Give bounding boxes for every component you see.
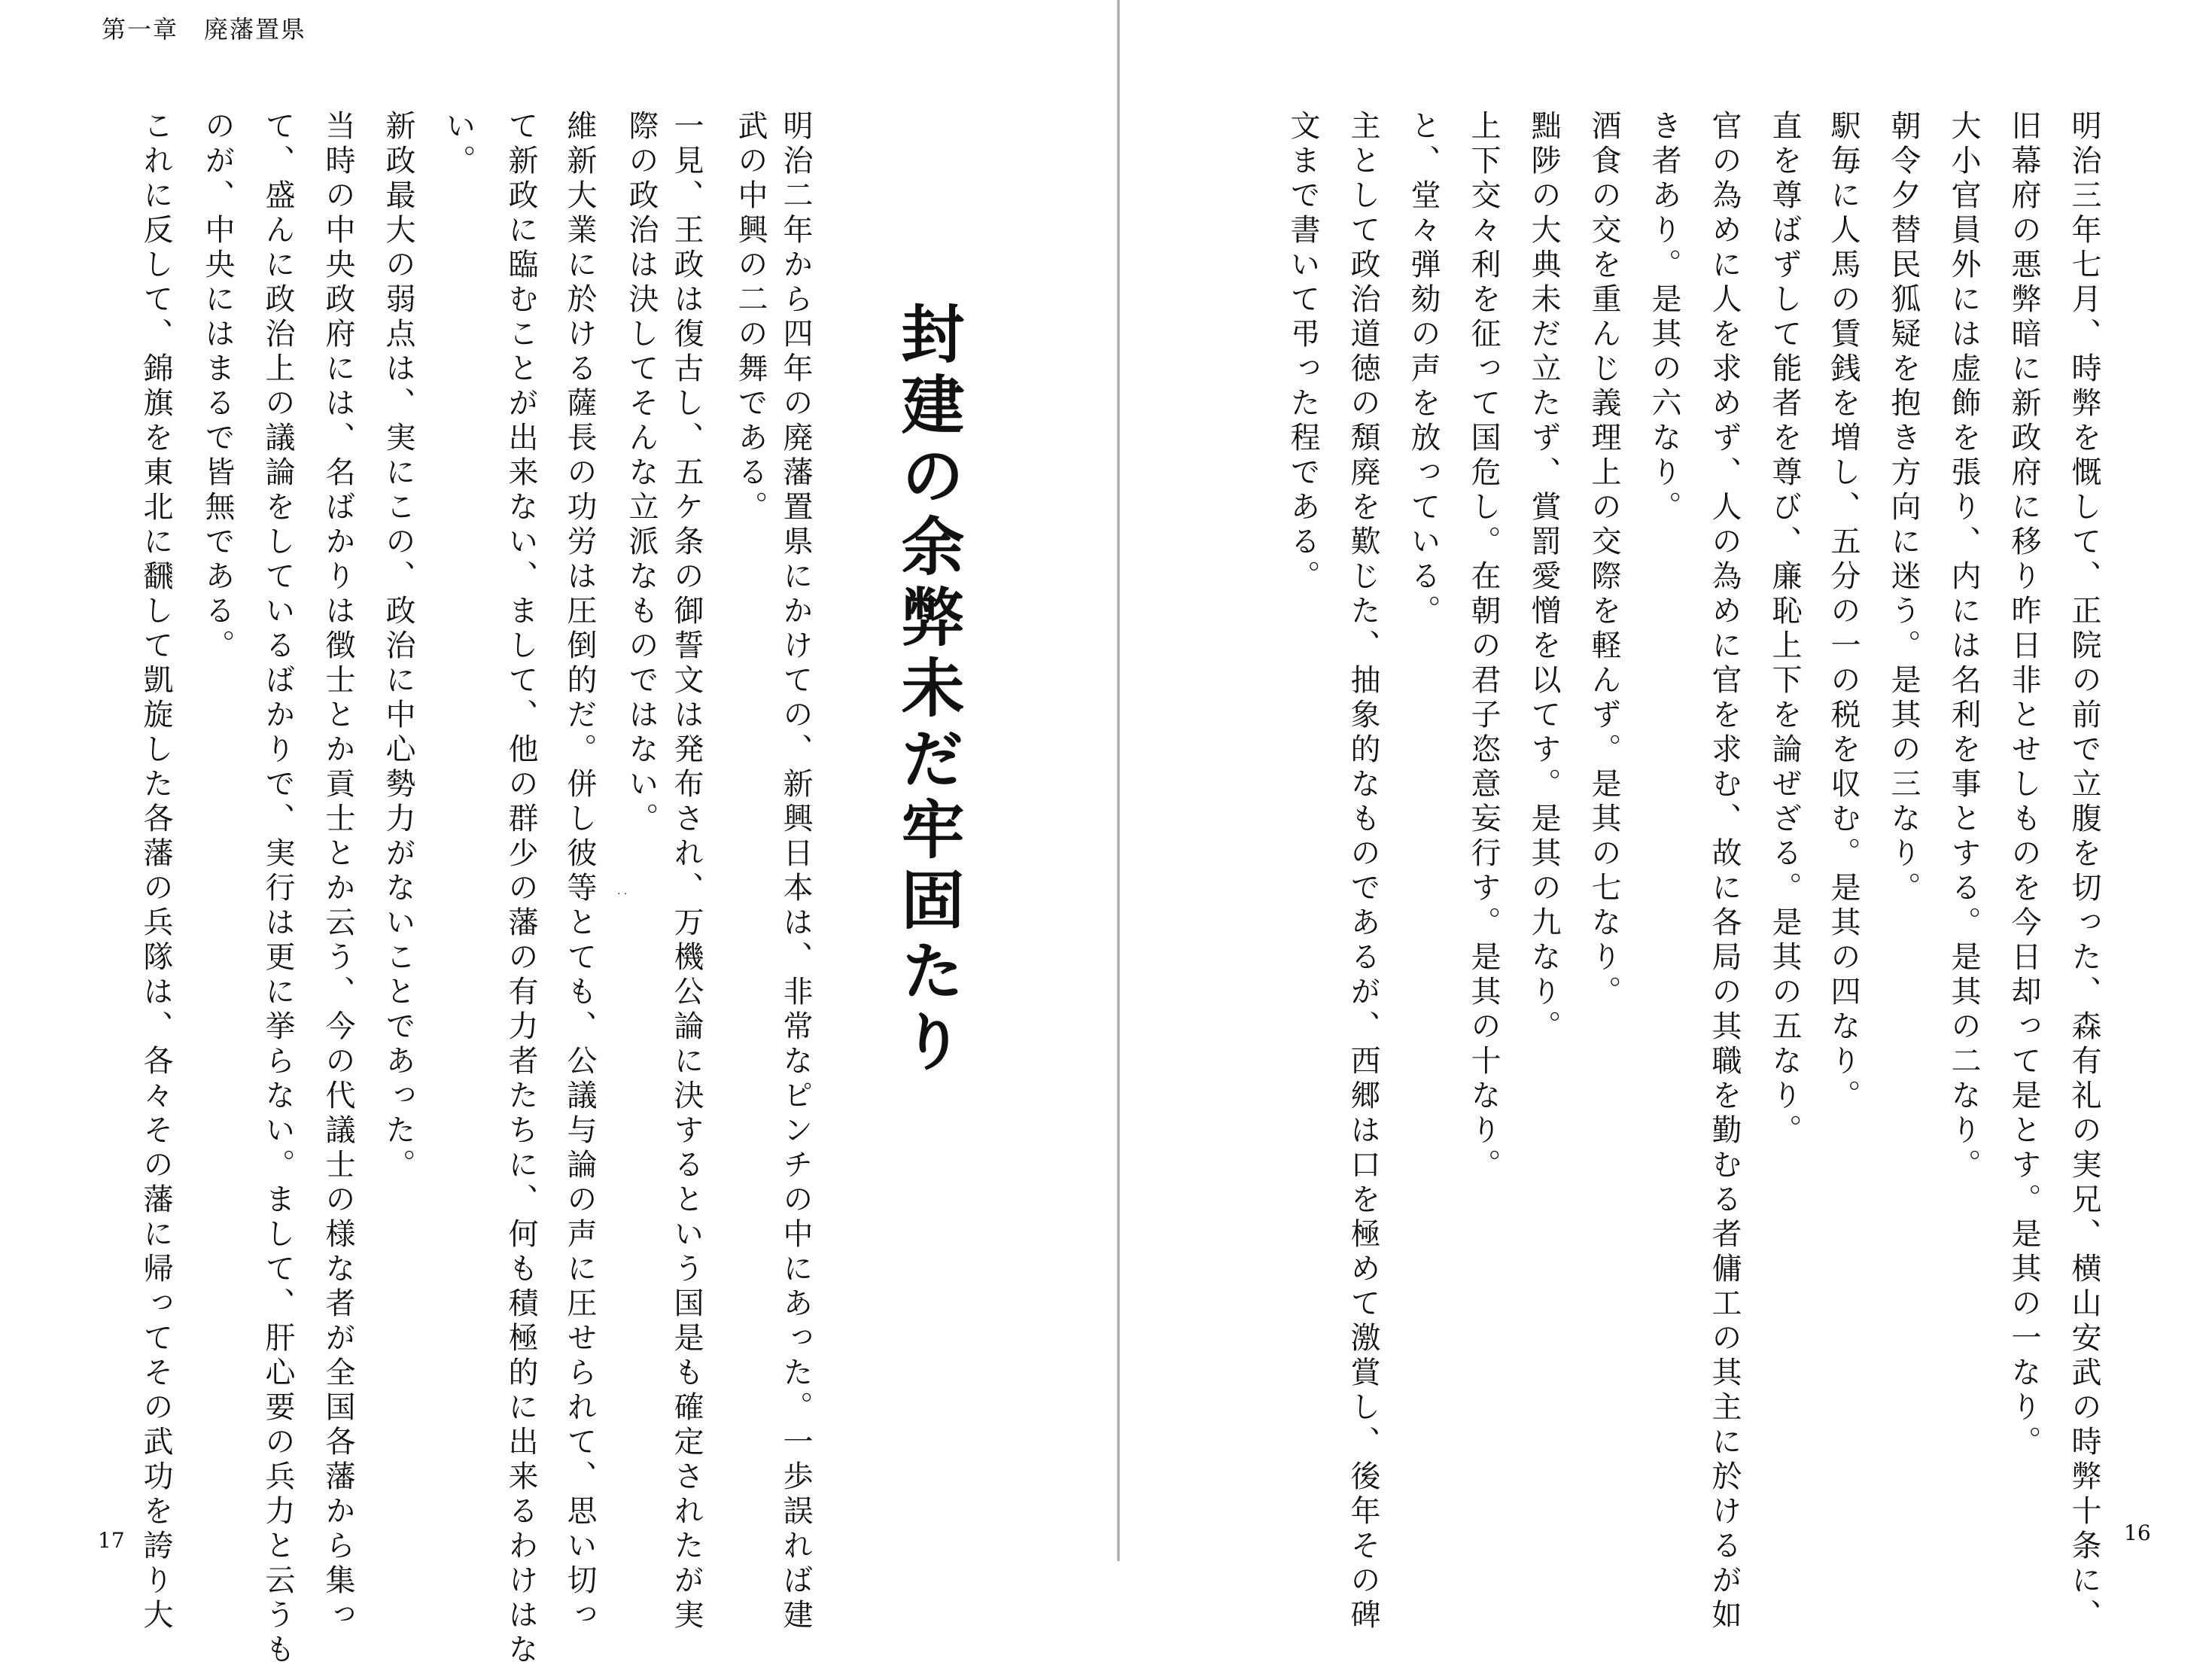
text-line: 大小官員外には虚飾を張り、内には名利を事とする。是其の二なり。 [1946,110,1981,1183]
text-line: 新政最大の弱点は、実にこの、政治に中心勢力がないことであった。 [381,110,415,1183]
text-line: て、盛んに政治上の議論をしているばかりで、実行は更に挙らない。まして、肝心要の兵力と云うも [260,110,295,1668]
text-line: 直を尊ばずして能者を尊び、廉恥上下を論ぜざる。是其の五なり。 [1767,110,1802,1149]
text-line: 旧幕府の悪弊暗に新政府に移り昨日非とせしものを今日却って是とす。是其の一なり。 [2007,110,2041,1460]
text-line: これに反して、錦旗を東北に飜して凱旋した各藩の兵隊は、各々その藩に帰ってその武功を誇り大 [138,110,173,1633]
text-line: い。 [441,110,476,179]
scan-speck: · · [617,888,628,900]
page-number: 17 [98,1528,125,1553]
text-line: と、堂々弾劾の声を放っている。 [1406,110,1441,629]
book-gutter [1117,0,1120,1561]
right-page [1121,0,2212,1633]
text-line: 明治二年から四年の廃藩置県にかけての、新興日本は、非常なピンチの中にあった。一歩誤れば建 [778,110,813,1633]
text-line: 主として政治道徳の頽廃を歎じた、抽象的なものであるが、西郷は口を極めて激賞し、後年その碑 [1346,110,1380,1633]
text-line: 文まで書いて弔った程である。 [1286,110,1320,595]
text-line: 際の政治は決してそんな立派なものではない。 [624,110,659,837]
text-line: き者あり。是其の六なり。 [1647,110,1681,525]
text-line: 上下交々利を征って国危し。在朝の君子恣意妄行す。是其の十なり。 [1466,110,1501,1183]
running-header: 第一章 廃藩置県 [102,15,307,44]
text-line: のが、中央にはまるで皆無である。 [200,110,235,664]
text-line: 酒食の交を重んじ義理上の交際を軽んず。是其の七なり。 [1587,110,1621,1010]
text-line: 一見、王政は復古し、五ケ条の御誓文は発布され、万機公論に決するという国是も確定されたが実 [669,110,704,1633]
text-line: 黜陟の大典未だ立たず、賞罰愛憎を以てす。是其の九なり。 [1526,110,1561,1045]
text-line: 維新大業に於ける薩長の功労は圧倒的だ。併し彼等とても、公議与論の声に圧せられて、思い切っ [562,110,597,1633]
section-title: 封建の余弊未だ牢固たり [891,301,966,1079]
text-line: 当時の中央政府には、名ばかりは徴士とか貢士とか云う、今の代議士の様な者が全国各藩から集っ [321,110,355,1633]
text-line: 朝令夕替民狐疑を抱き方向に迷う。是其の三なり。 [1886,110,1921,906]
text-line: 駅毎に人馬の賃銭を増し、五分の一の税を収む。是其の四なり。 [1826,110,1861,1114]
text-line: 明治三年七月、時弊を慨して、正院の前で立腹を切った、森有礼の実兄、横山安武の時弊十条に、 [2067,110,2101,1633]
text-line: 官の為めに人を求めず、人の為めに官を求む、故に各局の其職を勤むる者傭工の其主に於けるが如 [1707,110,1742,1633]
text-line: て新政に臨むことが出来ない、まして、他の群少の藩の有力者たちに、何も積極的に出来るわけはな [504,110,538,1668]
text-line: 武の中興の二の舞である。 [733,110,768,525]
page-number: 16 [2124,1520,2151,1545]
